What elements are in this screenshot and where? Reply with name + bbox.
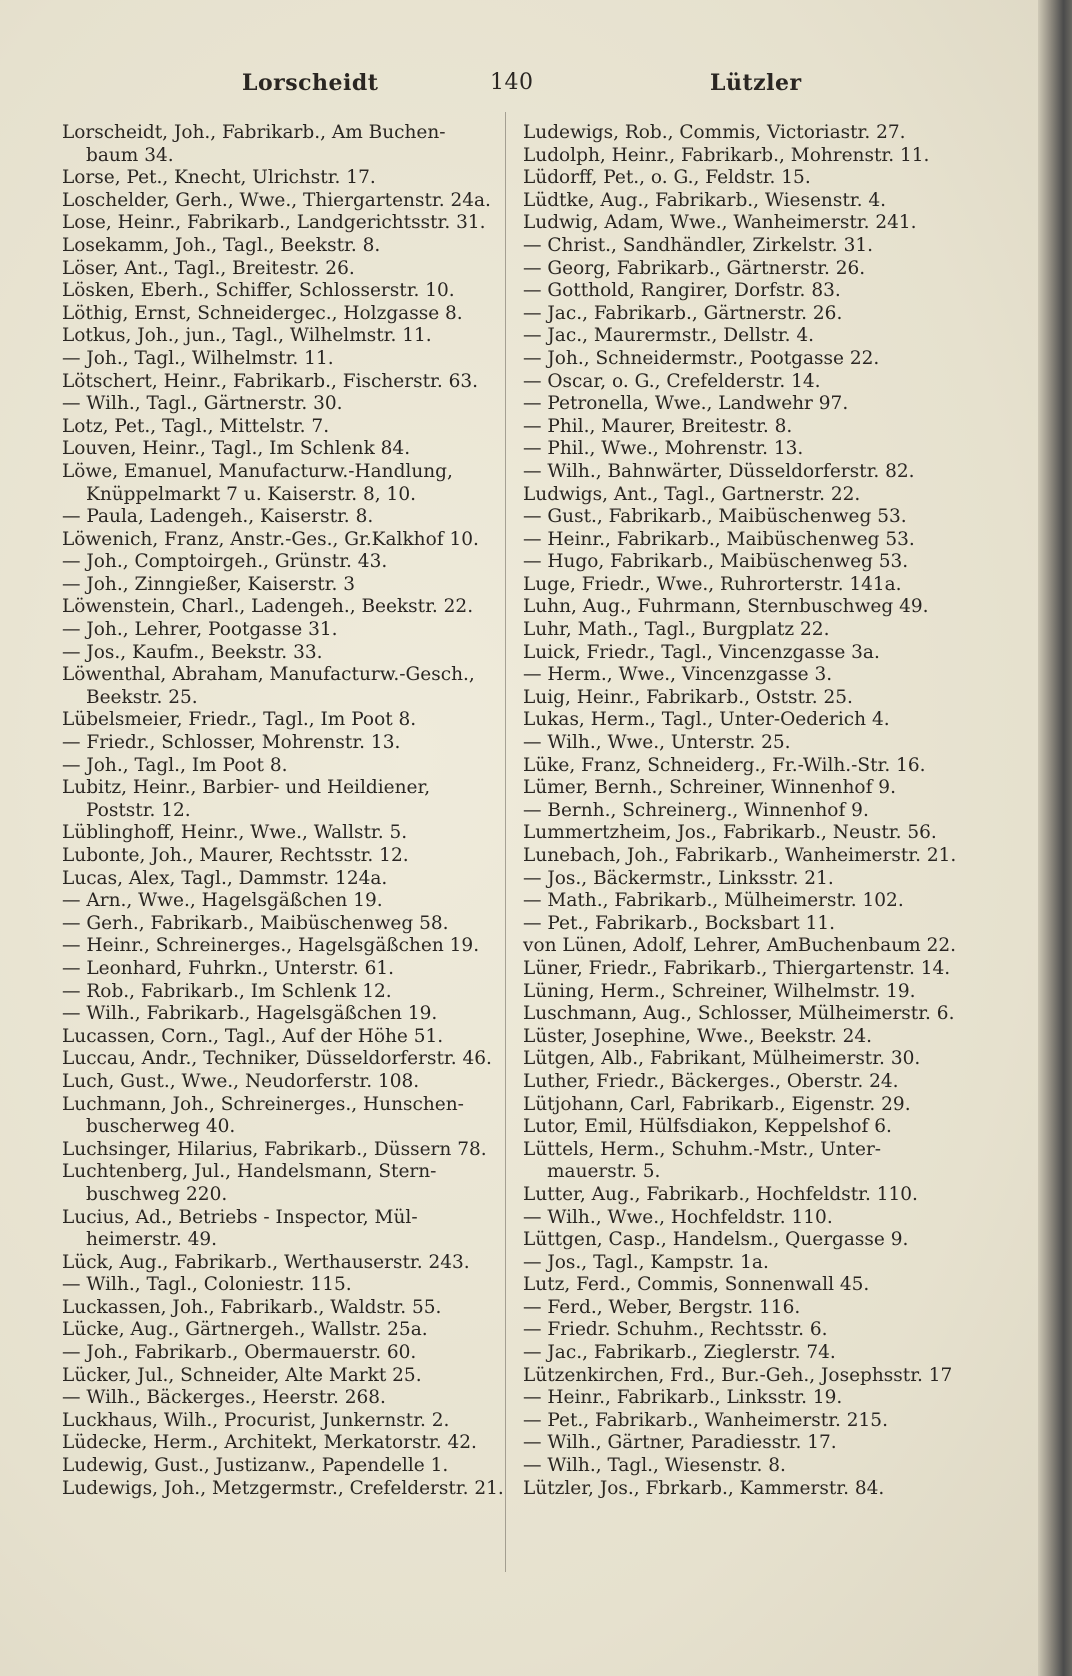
- directory-entry: Loschelder, Gerh., Wwe., Thiergartenstr. 24a.: [62, 189, 491, 211]
- directory-entry: Lucius, Ad., Betriebs - Inspector, Mül-: [62, 1206, 418, 1228]
- directory-entry: Ludolph, Heinr., Fabrikarb., Mohrenstr. 11.: [523, 144, 930, 166]
- directory-entry: Lüdorff, Pet., o. G., Feldstr. 15.: [523, 167, 811, 189]
- directory-entry: Lütjohann, Carl, Fabrikarb., Eigenstr. 29.: [523, 1093, 911, 1115]
- directory-entry: — Joh., Lehrer, Pootgasse 31.: [62, 619, 338, 641]
- directory-entry: Löwe, Emanuel, Manufacturw.-Handlung,: [62, 460, 453, 482]
- directory-entry: heimerstr. 49.: [86, 1229, 218, 1251]
- book-binding-edge: [1038, 0, 1072, 1676]
- directory-entry: — Wilh., Bahnwärter, Düsseldorferstr. 82.: [523, 460, 915, 482]
- directory-entry: Lüttels, Herm., Schuhm.-Mstr., Unter-: [523, 1138, 882, 1160]
- directory-entry: Lummertzheim, Jos., Fabrikarb., Neustr. 56.: [523, 822, 937, 844]
- header-left-keyword: Lorscheidt: [242, 70, 379, 96]
- directory-entry: Löwenstein, Charl., Ladengeh., Beekstr. 22.: [62, 596, 474, 618]
- directory-entry: — Wilh., Fabrikarb., Hagelsgäßchen 19.: [62, 1003, 438, 1025]
- directory-entry: Ludewigs, Rob., Commis, Victoriastr. 27.: [523, 122, 906, 143]
- directory-entry: — Paula, Ladengeh., Kaiserstr. 8.: [62, 506, 374, 528]
- page-number: 140: [490, 70, 534, 95]
- directory-entry: Lotz, Pet., Tagl., Mittelstr. 7.: [62, 415, 330, 437]
- left-column: [62, 122, 504, 1500]
- directory-entry: — Phil., Maurer, Breitestr. 8.: [523, 415, 793, 437]
- directory-entry: — Jac., Maurermstr., Dellstr. 4.: [523, 325, 815, 347]
- directory-entry: Losekamm, Joh., Tagl., Beekstr. 8.: [62, 234, 381, 256]
- directory-entry: — Jac., Fabrikarb., Zieglerstr. 74.: [523, 1342, 836, 1364]
- directory-entry: — Pet., Fabrikarb., Bocksbart 11.: [523, 912, 836, 934]
- directory-entry: Lucas, Alex, Tagl., Dammstr. 124a.: [62, 867, 388, 889]
- directory-entry: Luge, Friedr., Wwe., Ruhrorterstr. 141a.: [523, 573, 902, 595]
- directory-entry: Ludewigs, Joh., Metzgermstr., Crefelderstr. 21.: [62, 1477, 504, 1499]
- directory-entry: Lutor, Emil, Hülfsdiakon, Keppelshof 6.: [523, 1116, 892, 1138]
- directory-entry: Luckhaus, Wilh., Procurist, Junkernstr. 2.: [62, 1409, 450, 1431]
- directory-entry: Lutter, Aug., Fabrikarb., Hochfeldstr. 110.: [523, 1183, 918, 1205]
- directory-entry: — Friedr., Schlosser, Mohrenstr. 13.: [62, 732, 401, 754]
- directory-entry: — Joh., Zinngießer, Kaiserstr. 3: [62, 573, 356, 595]
- directory-entry: Luschmann, Aug., Schlosser, Mülheimerstr. 6.: [523, 1003, 955, 1025]
- right-column: [523, 122, 971, 1500]
- directory-entry: Lutz, Ferd., Commis, Sonnenwall 45.: [523, 1274, 870, 1296]
- directory-entry: — Herm., Wwe., Vincenzgasse 3.: [523, 664, 833, 686]
- directory-entry: Luchmann, Joh., Schreinerges., Hunschen-: [62, 1093, 464, 1115]
- directory-entry: Lütgen, Alb., Fabrikant, Mülheimerstr. 30.: [523, 1048, 921, 1070]
- directory-entry: — Joh., Comptoirgeh., Grünstr. 43.: [62, 551, 388, 573]
- directory-entry: Lubitz, Heinr., Barbier- und Heildiener,: [62, 777, 431, 799]
- directory-entry: Luhr, Math., Tagl., Burgplatz 22.: [523, 619, 830, 641]
- directory-entry: — Gust., Fabrikarb., Maibüschenweg 53.: [523, 506, 907, 528]
- directory-entry: Luig, Heinr., Fabrikarb., Oststr. 25.: [523, 686, 853, 708]
- directory-entry: Lucassen, Corn., Tagl., Auf der Höhe 51.: [62, 1025, 444, 1047]
- directory-entry: — Joh., Fabrikarb., Obermauerstr. 60.: [62, 1342, 417, 1364]
- directory-entry: — Joh., Tagl., Im Poot 8.: [62, 754, 288, 776]
- directory-entry: Ludewig, Gust., Justizanw., Papendelle 1.: [62, 1455, 449, 1477]
- directory-entry: Luckassen, Joh., Fabrikarb., Waldstr. 55.: [62, 1296, 442, 1318]
- directory-entry: Lotkus, Joh., jun., Tagl., Wilhelmstr. 11.: [62, 325, 432, 347]
- directory-entry: Löwenthal, Abraham, Manufacturw.-Gesch.,: [62, 664, 475, 686]
- directory-entry: Lukas, Herm., Tagl., Unter-Oederich 4.: [523, 709, 890, 731]
- directory-entry: Luch, Gust., Wwe., Neudorferstr. 108.: [62, 1070, 420, 1092]
- directory-entry: Lützler, Jos., Fbrkarb., Kammerstr. 84.: [523, 1477, 885, 1499]
- directory-entry: buscherweg 40.: [86, 1116, 236, 1138]
- directory-entry: Lorse, Pet., Knecht, Ulrichstr. 17.: [62, 167, 376, 189]
- directory-entry: Lück, Aug., Fabrikarb., Werthauserstr. 243.: [62, 1251, 470, 1273]
- directory-entry: — Wilh., Wwe., Hochfeldstr. 110.: [523, 1206, 833, 1228]
- directory-entry: Lübelsmeier, Friedr., Tagl., Im Poot 8.: [62, 709, 417, 731]
- directory-entry: Poststr. 12.: [86, 799, 191, 821]
- directory-entry: — Rob., Fabrikarb., Im Schlenk 12.: [62, 980, 392, 1002]
- directory-entry: — Joh., Schneidermstr., Pootgasse 22.: [523, 347, 880, 369]
- directory-entry: Lubonte, Joh., Maurer, Rechtsstr. 12.: [62, 845, 409, 866]
- directory-entry: — Oscar, o. G., Crefelderstr. 14.: [523, 370, 821, 392]
- directory-entry: — Heinr., Fabrikarb., Maibüschenweg 53.: [523, 528, 915, 550]
- directory-entry: Ludwigs, Ant., Tagl., Gartnerstr. 22.: [523, 483, 861, 505]
- directory-entry: Lötschert, Heinr., Fabrikarb., Fischerstr. 63.: [62, 370, 478, 392]
- directory-entry: Löser, Ant., Tagl., Breitestr. 26.: [62, 257, 355, 279]
- header-right-keyword: Lützler: [710, 70, 802, 96]
- directory-entry: — Wilh., Tagl., Gärtnerstr. 30.: [62, 393, 343, 415]
- directory-entry: — Phil., Wwe., Mohrenstr. 13.: [523, 438, 804, 460]
- directory-entry: — Jos., Kaufm., Beekstr. 33.: [62, 641, 323, 663]
- directory-entry: Lunebach, Joh., Fabrikarb., Wanheimerstr. 21.: [523, 845, 957, 866]
- directory-entry: — Jos., Tagl., Kampstr. 1a.: [523, 1251, 769, 1273]
- directory-entry: Lorscheidt, Joh., Fabrikarb., Am Buchen-: [62, 122, 446, 143]
- directory-entry: von Lünen, Adolf, Lehrer, AmBuchenbaum 22.: [523, 935, 957, 957]
- directory-entry: Luchtenberg, Jul., Handelsmann, Stern-: [62, 1161, 437, 1183]
- directory-entry: Luick, Friedr., Tagl., Vincenzgasse 3a.: [523, 641, 880, 663]
- directory-entry: — Leonhard, Fuhrkn., Unterstr. 61.: [62, 957, 394, 979]
- directory-entry: — Wilh., Wwe., Unterstr. 25.: [523, 732, 791, 754]
- directory-entry: Luther, Friedr., Bäckerges., Oberstr. 24.: [523, 1070, 899, 1092]
- directory-entry: Luccau, Andr., Techniker, Düsseldorferstr. 46.: [62, 1048, 492, 1070]
- directory-entry: Beekstr. 25.: [86, 686, 198, 708]
- directory-entry: — Wilh., Tagl., Coloniestr. 115.: [62, 1274, 352, 1296]
- page-header: [60, 70, 1000, 104]
- directory-entry: — Arn., Wwe., Hagelsgäßchen 19.: [62, 890, 383, 912]
- directory-entry: — Bernh., Schreinerg., Winnenhof 9.: [523, 799, 869, 821]
- directory-entry: — Jos., Bäckermstr., Linksstr. 21.: [523, 867, 834, 889]
- directory-entry: — Wilh., Gärtner, Paradiesstr. 17.: [523, 1432, 837, 1454]
- directory-entry: Lüster, Josephine, Wwe., Beekstr. 24.: [523, 1025, 873, 1047]
- directory-entry: Lüke, Franz, Schneiderg., Fr.-Wilh.-Str. 16.: [523, 754, 926, 776]
- directory-entry: Luchsinger, Hilarius, Fabrikarb., Düssern 78.: [62, 1138, 487, 1160]
- directory-entry: mauerstr. 5.: [547, 1161, 661, 1183]
- directory-entry: — Friedr. Schuhm., Rechtsstr. 6.: [523, 1319, 828, 1341]
- directory-entry: Lücke, Aug., Gärtnergeh., Wallstr. 25a.: [62, 1319, 428, 1341]
- directory-entry: Lützenkirchen, Frd., Bur.-Geh., Josephsstr. 17: [523, 1364, 953, 1386]
- directory-entry: Lüblinghoff, Heinr., Wwe., Wallstr. 5.: [62, 822, 408, 844]
- directory-entry: Lüdtke, Aug., Fabrikarb., Wiesenstr. 4.: [523, 189, 886, 211]
- directory-entry: — Pet., Fabrikarb., Wanheimerstr. 215.: [523, 1409, 888, 1431]
- directory-entry: — Joh., Tagl., Wilhelmstr. 11.: [62, 347, 334, 369]
- directory-entry: Lose, Heinr., Fabrikarb., Landgerichtsstr. 31.: [62, 212, 486, 234]
- directory-entry: Lüner, Friedr., Fabrikarb., Thiergartenstr. 14.: [523, 957, 951, 979]
- directory-entry: — Petronella, Wwe., Landwehr 97.: [523, 393, 849, 415]
- directory-entry: — Hugo, Fabrikarb., Maibüschenweg 53.: [523, 551, 909, 573]
- directory-entry: — Wilh., Tagl., Wiesenstr. 8.: [523, 1455, 786, 1477]
- directory-entry: Löthig, Ernst, Schneidergeс., Holzgasse 8.: [62, 302, 463, 324]
- directory-entry: buschweg 220.: [86, 1183, 228, 1205]
- directory-entry: — Wilh., Bäckerges., Heerstr. 268.: [62, 1387, 386, 1409]
- directory-entry: Luhn, Aug., Fuhrmann, Sternbuschweg 49.: [523, 596, 929, 618]
- directory-entry: baum 34.: [86, 144, 174, 166]
- directory-entry: — Heinr., Fabrikarb., Linksstr. 19.: [523, 1387, 843, 1409]
- directory-entry: Lücker, Jul., Schneider, Alte Markt 25.: [62, 1364, 422, 1386]
- column-divider: [505, 112, 506, 1572]
- directory-entry: Lüttgen, Casp., Handelsm., Quergasse 9.: [523, 1229, 909, 1251]
- directory-entry: Knüppelmarkt 7 u. Kaiserstr. 8, 10.: [86, 483, 416, 505]
- directory-entry: — Ferd., Weber, Bergstr. 116.: [523, 1296, 801, 1318]
- directory-entry: Lüning, Herm., Schreiner, Wilhelmstr. 19.: [523, 980, 916, 1002]
- directory-entry: — Gerh., Fabrikarb., Maibüschenweg 58.: [62, 912, 449, 934]
- directory-entry: Lümer, Bernh., Schreiner, Winnenhof 9.: [523, 777, 896, 799]
- directory-entry: — Jac., Fabrikarb., Gärtnerstr. 26.: [523, 302, 843, 324]
- directory-entry: Lüdecke, Herm., Architekt, Merkatorstr. 42.: [62, 1432, 477, 1454]
- directory-entry: Louven, Heinr., Tagl., Im Schlenk 84.: [62, 438, 411, 460]
- directory-entry: — Gotthold, Rangirer, Dorfstr. 83.: [523, 280, 841, 302]
- directory-entry: — Georg, Fabrikarb., Gärtnerstr. 26.: [523, 257, 866, 279]
- directory-entry: — Christ., Sandhändler, Zirkelstr. 31.: [523, 234, 873, 256]
- directory-entry: Ludwig, Adam, Wwe., Wanheimerstr. 241.: [523, 212, 917, 234]
- directory-entry: — Math., Fabrikarb., Mülheimerstr. 102.: [523, 890, 904, 912]
- directory-entry: — Heinr., Schreinerges., Hagelsgäßchen 19.: [62, 935, 480, 957]
- directory-entry: Lösken, Eberh., Schiffer, Schlosserstr. 10.: [62, 280, 455, 302]
- directory-entry: Löwenich, Franz, Anstr.-Ges., Gr.Kalkhof 10.: [62, 528, 479, 550]
